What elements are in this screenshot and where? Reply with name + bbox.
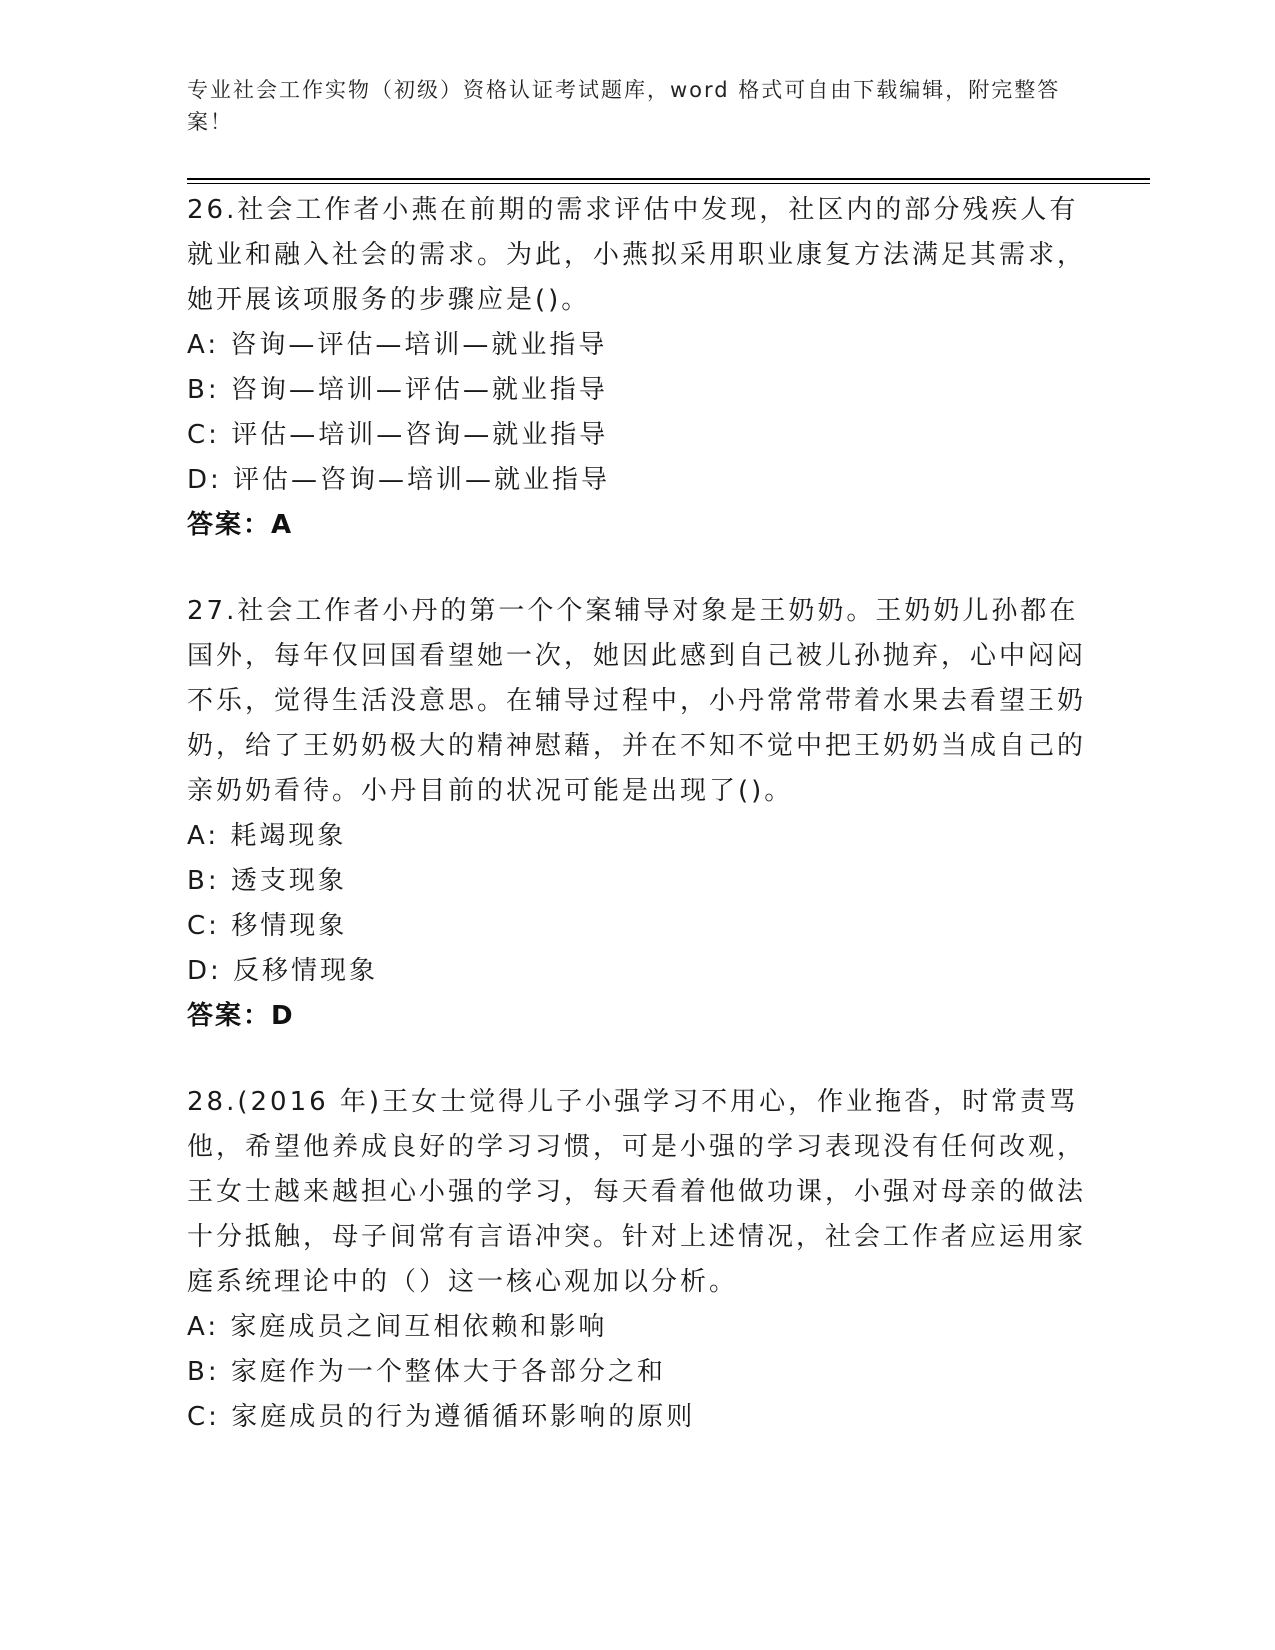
answer-line: 答案：D [187, 1001, 295, 1031]
option-text: 透支现象 [230, 866, 347, 896]
option-text: 评估—咨询—培训—就业指导 [233, 465, 611, 495]
option-d [187, 949, 1087, 994]
question-28 [187, 1080, 1087, 1440]
question-stem: 28.(2016 年)王女士觉得儿子小强学习不用心，作业拖沓，时常责骂他，希望他养成良好的学习习惯，可是小强的学习表现没有任何改观，王女士越来越担心小强的学习，每天看着他做功课，小强对母亲的做法十分抵触，母子间常有言语冲突。针对上述情况，社会工作者应运用家庭系统理论中的（）这一核心观加以分析。 [187, 1087, 1087, 1297]
option-a [187, 1305, 1087, 1350]
option-a [187, 814, 1087, 859]
header-divider-thin [187, 183, 1150, 184]
option-key: A: [187, 1312, 220, 1342]
question-list [187, 188, 1087, 1481]
option-text: 咨询—评估—培训—就业指导 [230, 330, 608, 360]
option-key: B: [187, 1357, 220, 1387]
option-key: C: [187, 911, 220, 941]
option-text: 家庭成员的行为遵循循环影响的原则 [231, 1402, 696, 1432]
option-text: 耗竭现象 [230, 821, 347, 851]
option-key: A: [187, 821, 220, 851]
option-key: B: [187, 866, 220, 896]
question-stem: 26.社会工作者小燕在前期的需求评估中发现，社区内的部分残疾人有就业和融入社会的需求。为此，小燕拟采用职业康复方法满足其需求，她开展该项服务的步骤应是()。 [187, 195, 1087, 315]
question-26 [187, 188, 1087, 548]
option-c [187, 413, 1087, 458]
option-b [187, 859, 1087, 904]
option-text: 评估—培训—咨询—就业指导 [231, 420, 609, 450]
option-list [187, 1305, 1087, 1440]
option-key: C: [187, 1402, 220, 1432]
option-key: A: [187, 330, 220, 360]
document-header: 专业社会工作实物（初级）资格认证考试题库，word 格式可自由下载编辑，附完整答案！ [187, 78, 1061, 134]
answer-line: 答案：A [187, 510, 294, 540]
option-a [187, 323, 1087, 368]
option-list [187, 814, 1087, 994]
question-27 [187, 589, 1087, 1039]
option-c [187, 904, 1087, 949]
option-key: D: [187, 465, 222, 495]
option-key: D: [187, 956, 222, 986]
header-divider-thick [187, 178, 1150, 180]
option-d [187, 458, 1087, 503]
question-stem: 27.社会工作者小丹的第一个个案辅导对象是王奶奶。王奶奶儿孙都在国外，每年仅回国看望她一次，她因此感到自己被儿孙抛弃，心中闷闷不乐，觉得生活没意思。在辅导过程中，小丹常常带着水果去看望王奶奶，给了王奶奶极大的精神慰藉，并在不知不觉中把王奶奶当成自己的亲奶奶看待。小丹目前的状况可能是出现了()。 [187, 596, 1087, 806]
option-key: C: [187, 420, 220, 450]
option-list [187, 323, 1087, 503]
option-text: 咨询—培训—评估—就业指导 [230, 375, 608, 405]
option-b [187, 1350, 1087, 1395]
option-text: 移情现象 [231, 911, 348, 941]
option-text: 家庭作为一个整体大于各部分之和 [230, 1357, 666, 1387]
option-c [187, 1395, 1087, 1440]
option-key: B: [187, 375, 220, 405]
option-text: 反移情现象 [233, 956, 379, 986]
option-b [187, 368, 1087, 413]
option-text: 家庭成员之间互相依赖和影响 [230, 1312, 608, 1342]
